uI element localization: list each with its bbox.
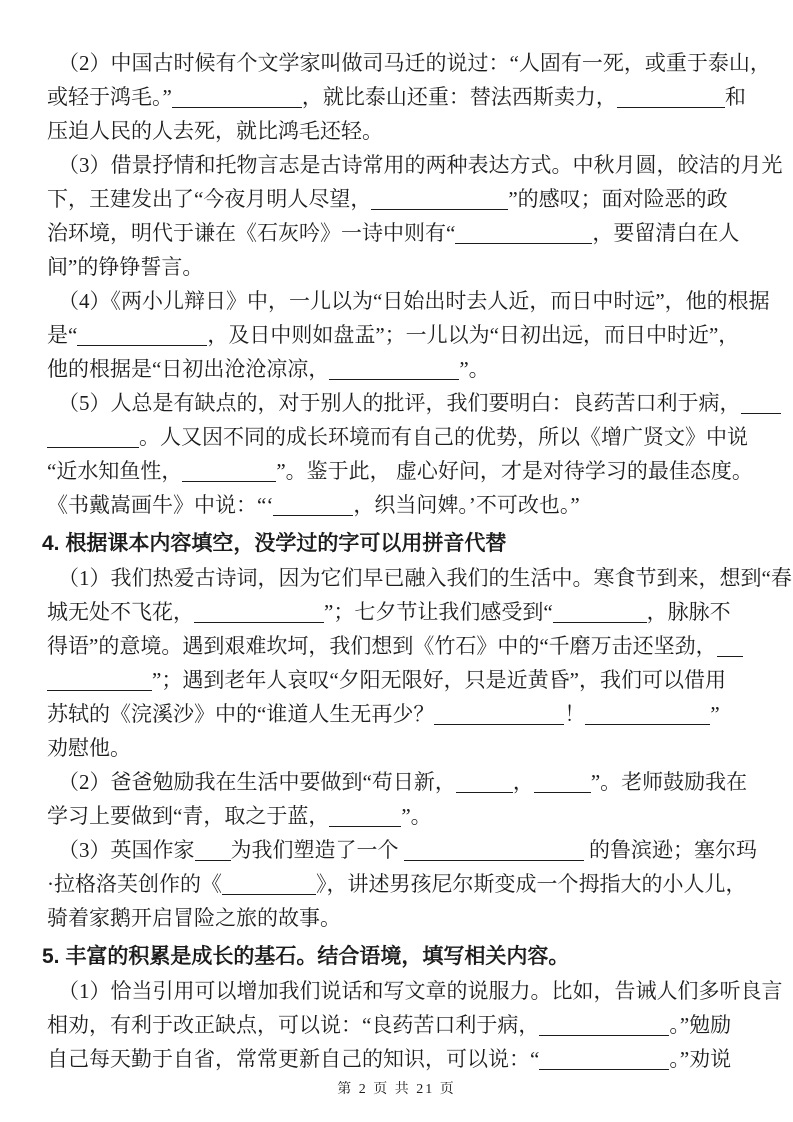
- text-line: [58, 833, 757, 867]
- text-segment: 压迫人民的人去死，就比鸿毛还轻。: [47, 119, 383, 143]
- text-segment: ”: [710, 702, 720, 726]
- text-line: [47, 420, 753, 454]
- text-line: [58, 974, 783, 1008]
- text-segment: 自己每天勤于自省，常常更新自己的知识，可以说：“: [47, 1047, 540, 1071]
- text-segment: （3）借景抒情和托物言志是古诗常用的两种表达方式。中秋月圆，皎洁的月光: [58, 153, 783, 177]
- text-segment: （1）我们热爱古诗词，因为它们早已融入我们的生活中。寒食节到来，想到“春: [58, 566, 792, 590]
- text-line: [47, 595, 753, 629]
- text-line: [47, 250, 753, 284]
- text-segment: 治环境，明代于谦在《石灰吟》一诗中则有“: [47, 221, 456, 245]
- text-segment: 的鲁滨逊；塞尔玛: [583, 838, 757, 862]
- text-line: [47, 454, 753, 488]
- blank-underline: [47, 425, 139, 448]
- blank-underline: [585, 702, 710, 725]
- text-line: [58, 284, 770, 318]
- text-segment: 下，王建发出了“今夜月明人尽望，: [47, 187, 372, 211]
- text-segment: ”。: [401, 804, 432, 828]
- text-line: [58, 561, 792, 595]
- text-segment: ”；七夕节让我们感受到“: [324, 600, 553, 624]
- text-line: [47, 1042, 753, 1076]
- text-line: [47, 114, 753, 148]
- text-segment: 是“: [47, 323, 78, 347]
- text-segment: 。”劝说: [669, 1047, 732, 1071]
- text-segment: ！: [564, 702, 586, 726]
- text-segment: 苏轼的《浣溪沙》中的“谁道人生无再少？: [47, 702, 435, 726]
- text-segment: 或轻于鸿毛。”: [47, 85, 172, 109]
- text-segment: （4）《两小儿辩日》中，一儿以为“日始出时去人近，而日中时远”，他的根据: [58, 289, 770, 313]
- section-header: [42, 940, 753, 974]
- text-line: [47, 867, 753, 901]
- text-line: [58, 765, 753, 799]
- text-segment: （1）恰当引用可以增加我们说话和写文章的说服力。比如，告诫人们多听良言: [58, 979, 783, 1003]
- text-segment: 劝慰他。: [47, 736, 131, 760]
- text-line: [47, 697, 753, 731]
- text-line: [47, 182, 753, 216]
- blank-underline: [456, 770, 513, 793]
- text-segment: 学习上要做到“青，取之于蓝，: [47, 804, 330, 828]
- text-segment: 5. 丰富的积累是成长的基石。结合语境，填写相关内容。: [42, 945, 570, 968]
- text-segment: “近水知鱼性，: [47, 459, 183, 483]
- text-line: [47, 216, 753, 250]
- text-segment: 》，讲述男孩尼尔斯变成一个拇指大的小人儿，: [316, 872, 747, 896]
- text-segment: ·拉格洛芙创作的《: [47, 872, 222, 896]
- blank-underline: [553, 600, 647, 623]
- text-segment: ”；遇到老年人哀叹“夕阳无限好，只是近黄昏”，我们可以借用: [152, 668, 726, 692]
- text-segment: 《书戴嵩画牛》中说：“‘: [47, 493, 274, 517]
- text-segment: 得语”的意境。遇到艰难坎坷，我们想到《竹石》中的“千磨万击还坚劲，: [47, 634, 717, 658]
- blank-underline: [77, 323, 207, 346]
- text-segment: 。”勉励: [669, 1013, 732, 1037]
- text-line: [47, 901, 753, 935]
- text-segment: 4. 根据课本内容填空，没学过的字可以用拼音代替: [42, 532, 507, 555]
- text-line: [47, 663, 753, 697]
- text-line: [47, 318, 753, 352]
- blank-underline: [329, 357, 459, 380]
- blank-underline: [539, 1013, 669, 1036]
- text-line: [47, 352, 753, 386]
- section-header: [42, 527, 753, 561]
- blank-underline: [371, 187, 508, 210]
- text-segment: （5）人总是有缺点的，对于别人的批评，我们要明白：良药苦口利于病，: [58, 391, 741, 415]
- blank-underline: [539, 1047, 669, 1070]
- text-segment: ”。鉴于此， 虚心好问，才是对待学习的最佳态度。: [276, 459, 753, 483]
- text-line: [58, 148, 783, 182]
- text-segment: （3）英国作家: [58, 838, 195, 862]
- text-segment: ，要留清白在人: [592, 221, 740, 245]
- text-line: [47, 488, 753, 522]
- text-segment: 骑着家鹅开启冒险之旅的故事。: [47, 906, 341, 930]
- text-segment: ，就比泰山还重：替法西斯卖力，: [301, 85, 617, 109]
- blank-underline: [329, 804, 401, 827]
- text-line: [47, 1008, 753, 1042]
- text-segment: ，织当问婢。’不可改也。”: [353, 493, 580, 517]
- content: [42, 46, 792, 1076]
- text-segment: ”。: [459, 357, 490, 381]
- text-segment: 城无处不飞花，: [47, 600, 194, 624]
- blank-underline: [741, 391, 781, 414]
- text-line: [47, 731, 753, 765]
- blank-underline: [273, 493, 353, 516]
- blank-underline: [172, 85, 302, 108]
- text-segment: 相劝，有利于改正缺点，可以说：“良药苦口利于病，: [47, 1013, 540, 1037]
- text-segment: ”。老师鼓励我在: [590, 770, 748, 794]
- blank-underline: [194, 600, 324, 623]
- blank-underline: [47, 668, 152, 691]
- blank-underline: [534, 770, 591, 793]
- blank-underline: [434, 702, 564, 725]
- text-segment: ，及日中则如盘盂”；一儿以为“日初出远，而日中时近”，: [207, 323, 740, 347]
- text-segment: （2）中国古时候有个文学家叫做司马迁的说过：“人固有一死，或重于泰山，: [58, 51, 771, 75]
- text-line: [47, 629, 753, 663]
- text-line: [58, 46, 771, 80]
- text-segment: 间”的铮铮誓言。: [47, 255, 204, 279]
- text-segment: ，: [512, 770, 534, 794]
- text-segment: 。人又因不同的成长环境而有自己的优势，所以《增广贤文》中说: [139, 425, 748, 449]
- blank-underline: [182, 459, 276, 482]
- blank-underline: [455, 221, 592, 244]
- blank-underline: [717, 634, 743, 657]
- text-segment: （2）爸爸勉励我在生活中要做到“苟日新，: [58, 770, 456, 794]
- blank-underline: [404, 838, 584, 861]
- text-line: [47, 799, 753, 833]
- text-line: [58, 386, 753, 420]
- blank-underline: [222, 872, 316, 895]
- text-segment: 他的根据是“日初出沧沧凉凉，: [47, 357, 330, 381]
- blank-underline: [195, 838, 231, 861]
- text-segment: 为我们塑造了一个: [230, 838, 404, 862]
- page-number-footer: 第 2 页 共 21 页: [337, 1082, 456, 1097]
- text-segment: ”的感叹；面对险恶的政: [508, 187, 728, 211]
- text-line: [47, 80, 753, 114]
- blank-underline: [617, 85, 725, 108]
- text-segment: ，脉脉不: [646, 600, 731, 624]
- text-segment: 和: [724, 85, 746, 109]
